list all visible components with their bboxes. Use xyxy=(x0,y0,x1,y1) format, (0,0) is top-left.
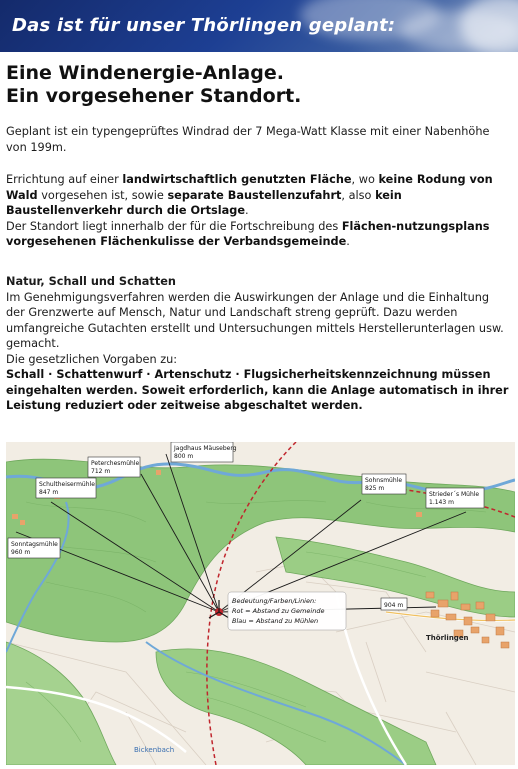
label-text: Jagdhaus Mäuseberg xyxy=(174,445,237,452)
legend-title: Bedeutung/Farben/Linien: xyxy=(232,597,317,605)
label-distance: 825 m xyxy=(365,485,385,492)
label-text: Strieder´s Mühle xyxy=(429,491,480,498)
label-distance: 712 m xyxy=(91,468,111,475)
text-span: Die gesetzlichen Vorgaben zu: xyxy=(6,352,178,366)
place-name-thoerlingen: Thörlingen xyxy=(426,634,469,642)
bold-span: Schall · Schattenwurf · Artenschutz · Flugsicherheitskennzeichnung müssen eingehalten werden. Soweit erforderlich, kann die Anlage automatisch in ihrer Leistung reduziert oder zeitweise abgeschaltet werden. xyxy=(6,368,509,412)
bold-span: landwirtschaftlich genutzten Fläche xyxy=(122,173,352,186)
text-span: , wo xyxy=(351,173,379,186)
label-peterchesmuehle xyxy=(88,457,140,477)
label-striedersmuehle xyxy=(426,488,484,508)
site-map xyxy=(6,442,515,765)
label-distance: 800 m xyxy=(174,453,194,460)
banner-title: Das ist für unser Thörlingen geplant: xyxy=(12,15,396,36)
text-span: Im Genehmigungsverfahren werden die Auswirkungen der Anlage und die Einhaltung der Grenzwerte auf Mensch, Natur und Landschaft streng geprüft. Dazu werden umfangreiche Gutachten erstellt und Untersuchungen mittels Herstellerunterlagen usw. gemacht. xyxy=(6,290,504,350)
legend-blue: Blau = Abstand zu Mühlen xyxy=(232,617,319,625)
paragraph-location xyxy=(6,172,511,250)
page-heading xyxy=(6,62,301,108)
label-distance: 960 m xyxy=(11,549,31,556)
bold-span: keine Rodung von Wald xyxy=(6,173,493,202)
text-span: vorgesehen ist, sowie xyxy=(37,188,168,202)
text-span: . xyxy=(245,204,249,217)
bold-span: separate Baustellenzufahrt xyxy=(167,188,342,202)
text-span: , also xyxy=(341,188,376,202)
label-distance: 847 m xyxy=(39,489,59,496)
label-distance: 1.143 m xyxy=(429,499,454,506)
bold-span: Flächen-nutzungsplans vorgesehenen Flächenkulisse der Verbandsgemeinde xyxy=(6,219,490,248)
article-body xyxy=(6,52,514,432)
bold-span: kein Baustellenverkehr durch die Ortslage xyxy=(6,188,402,217)
text-span: Der Standort liegt innerhalb der für die Fortschreibung des xyxy=(6,219,342,233)
label-text: Peterchesmühle xyxy=(91,460,140,467)
label-text: Sonntagsmühle xyxy=(11,541,58,548)
header-banner xyxy=(0,0,518,52)
paragraph-nature xyxy=(6,274,511,414)
heading-line-1: Eine Windenergie-Anlage. xyxy=(6,62,284,84)
place-name-bickenbach: Bickenbach xyxy=(134,746,175,754)
label-thoerlingen-distance xyxy=(381,598,407,610)
legend-red: Rot = Abstand zu Gemeinde xyxy=(232,607,325,615)
label-sohnsmuehle xyxy=(362,474,406,494)
cloud-decoration xyxy=(460,0,518,52)
text-span: Errichtung auf einer xyxy=(6,173,123,186)
text-span: . xyxy=(346,235,350,248)
label-text: Sohnsmühle xyxy=(365,477,403,484)
label-text: Schultheisermühle xyxy=(39,481,95,488)
label-distance: 904 m xyxy=(384,602,404,609)
label-schultheisermuehle xyxy=(36,478,96,498)
heading-line-2: Ein vorgesehener Standort. xyxy=(6,85,302,107)
label-jagdhaus xyxy=(171,442,237,462)
label-sonntagsmuehle xyxy=(8,538,60,558)
section-subheading: Natur, Schall und Schatten xyxy=(6,275,176,288)
paragraph-intro: Geplant ist ein typengeprüftes Windrad der 7 Mega-Watt Klasse mit einer Nabenhöhe von 199m. xyxy=(6,125,490,154)
map-legend xyxy=(228,592,346,630)
